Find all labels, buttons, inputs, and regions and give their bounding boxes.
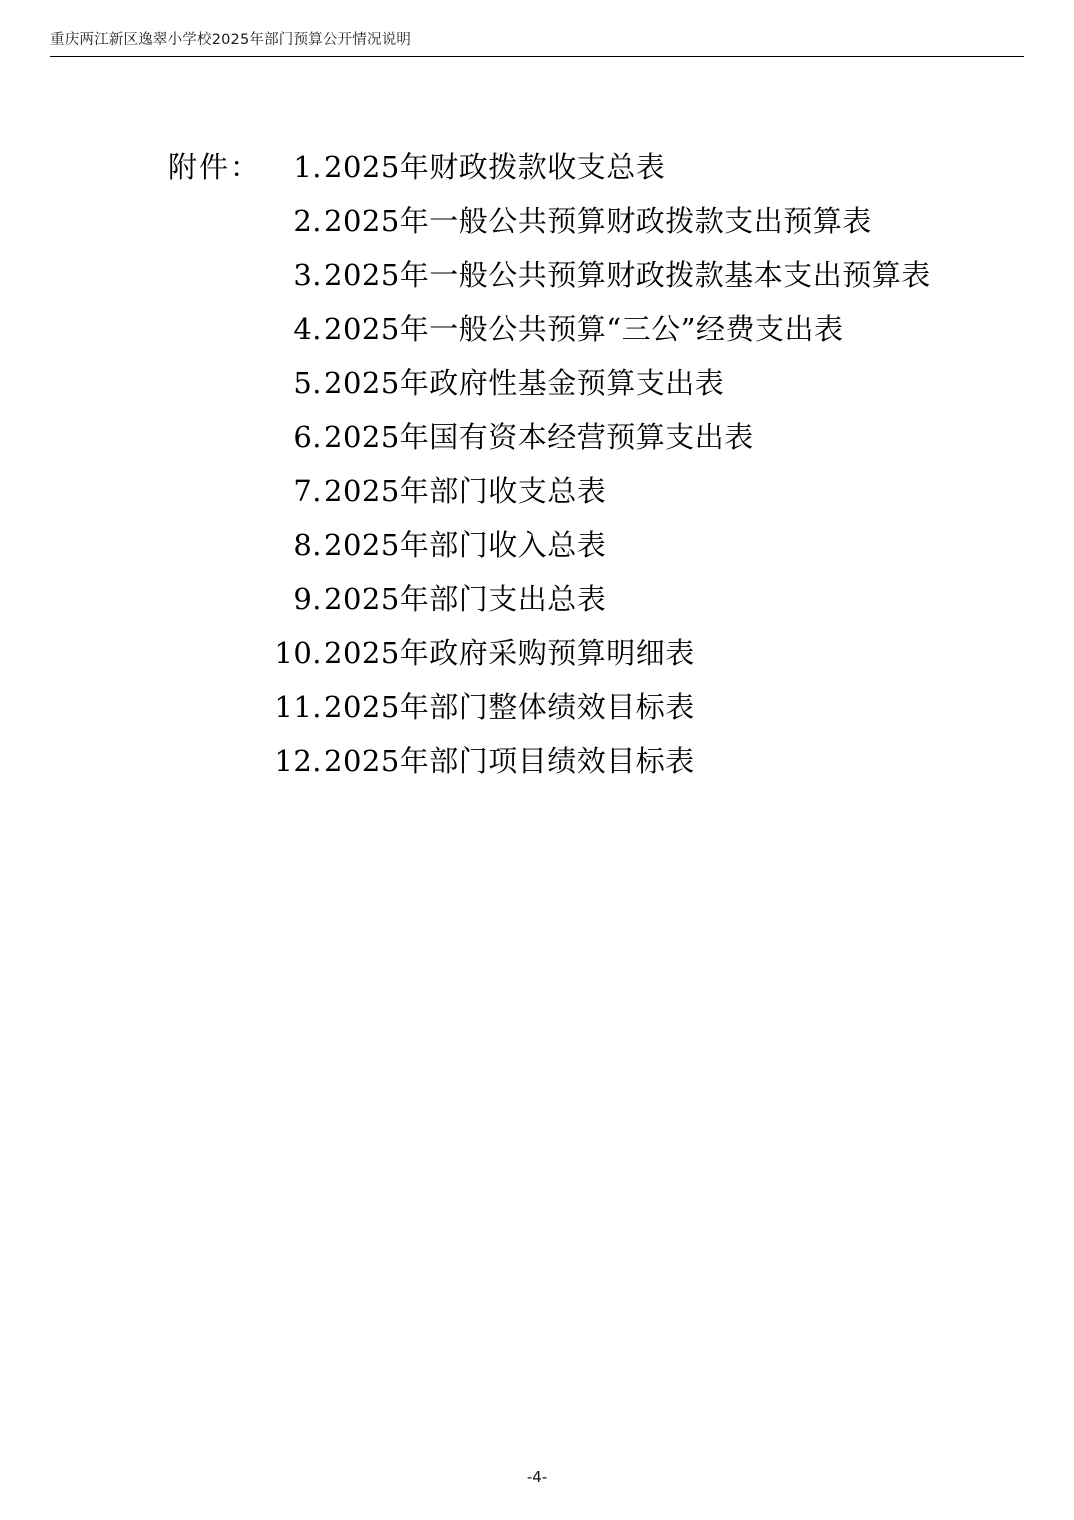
list-item (168, 356, 984, 410)
list-item-title: 2025年政府采购预算明细表 (324, 636, 695, 670)
page-number: -4- (526, 1468, 548, 1486)
list-item (168, 734, 984, 788)
list-item (168, 140, 984, 194)
list-item-number: 12. (274, 744, 322, 778)
list-item-title: 2025年一般公共预算“三公”经费支出表 (324, 312, 844, 346)
list-item-number: 11. (274, 690, 322, 724)
attachment-list (168, 140, 984, 788)
attachments-label: 附件： (168, 150, 262, 184)
header-divider (50, 56, 1024, 57)
list-item-number: 4. (293, 312, 322, 346)
running-title: 重庆两江新区逸翠小学校2025年部门预算公开情况说明 (50, 32, 412, 48)
list-item-title: 2025年部门收支总表 (324, 474, 607, 508)
list-item (168, 572, 984, 626)
list-item-number: 7. (293, 474, 322, 508)
list-item (168, 194, 984, 248)
list-item-title: 2025年一般公共预算财政拨款基本支出预算表 (324, 258, 931, 292)
list-item (168, 518, 984, 572)
page-body (168, 140, 984, 788)
list-item (168, 464, 984, 518)
list-item-title: 2025年政府性基金预算支出表 (324, 366, 725, 400)
list-item-title: 2025年国有资本经营预算支出表 (324, 420, 754, 454)
page-footer (0, 1467, 1074, 1486)
list-item-number: 5. (293, 366, 322, 400)
list-item-title: 2025年部门支出总表 (324, 582, 607, 616)
list-item-title: 2025年部门项目绩效目标表 (324, 744, 695, 778)
list-item-number: 2. (293, 204, 322, 238)
list-item (168, 302, 984, 356)
list-item-number: 1. (293, 150, 322, 184)
list-item (168, 410, 984, 464)
list-item-number: 6. (293, 420, 322, 454)
list-item-number: 9. (293, 582, 322, 616)
list-item-number: 8. (293, 528, 322, 562)
list-item-number: 10. (274, 636, 322, 670)
list-item (168, 680, 984, 734)
list-item (168, 626, 984, 680)
list-item-title: 2025年财政拨款收支总表 (324, 150, 666, 184)
list-item-number: 3. (293, 258, 322, 292)
list-item-title: 2025年部门收入总表 (324, 528, 607, 562)
list-item (168, 248, 984, 302)
page-header (50, 30, 1024, 60)
list-item-title: 2025年部门整体绩效目标表 (324, 690, 695, 724)
list-item-title: 2025年一般公共预算财政拨款支出预算表 (324, 204, 872, 238)
